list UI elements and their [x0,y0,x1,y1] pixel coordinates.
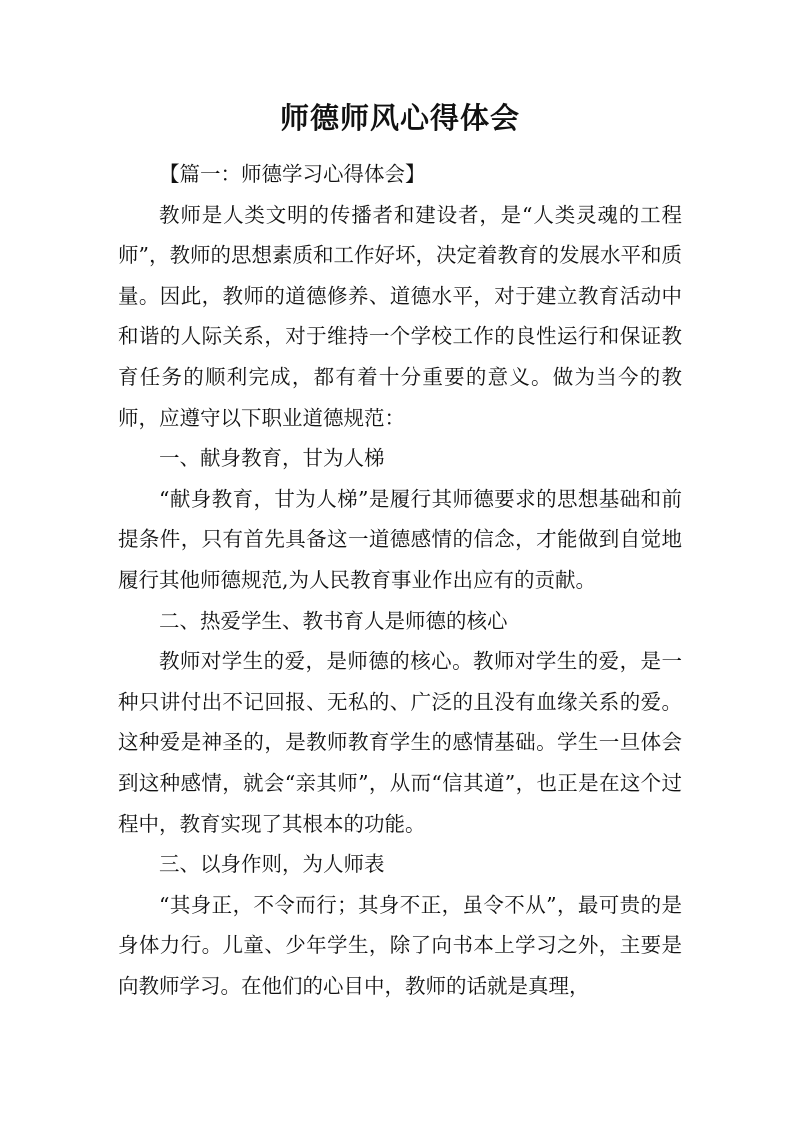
section-label: 【篇一：师德学习心得体会】 [159,162,426,186]
document-body [118,154,682,1006]
body-paragraph: “献身教育，甘为人梯”是履行其师德要求的思想基础和前提条件，只有首先具备这一道德感情的信念，才能做到自觉地履行其他师德规范,为人民教育事业作出应有的贡献。 [118,486,682,592]
body-paragraph: “其身正，不令而行；其身不正，虽令不从”，最可贵的是身体力行。儿童、少年学生，除了向书本上学习之外，主要是向教师学习。在他们的心目中，教师的话就是真理， [118,892,682,998]
body-paragraph: 教师对学生的爱，是师德的核心。教师对学生的爱，是一种只讲付出不记回报、无私的、广泛的且没有血缘关系的爱。这种爱是神圣的，是教师教育学生的感情基础。学生一旦体会到这种感情，就会“亲其师”，从而“信其道”，也正是在这个过程中，教育实现了其根本的功能。 [118,649,682,836]
section-heading: 二、热爱学生、教书育人是师德的核心 [159,608,508,633]
section-heading: 一、献身教育，甘为人梯 [159,446,385,471]
body-paragraph: 教师是人类文明的传播者和建设者，是“人类灵魂的工程师”，教师的思想素质和工作好坏，决定着教育的发展水平和质量。因此，教师的道德修养、道德水平，对于建立教育活动中和谐的人际关系，对于维持一个学校工作的良性运行和保证教育任务的顺利完成，都有着十分重要的意义。做为当今的教师，应遵守以下职业道德规范： [118,202,682,430]
document-title: 师德师风心得体会 [279,101,520,135]
section-heading: 三、以身作则，为人师表 [159,852,385,877]
